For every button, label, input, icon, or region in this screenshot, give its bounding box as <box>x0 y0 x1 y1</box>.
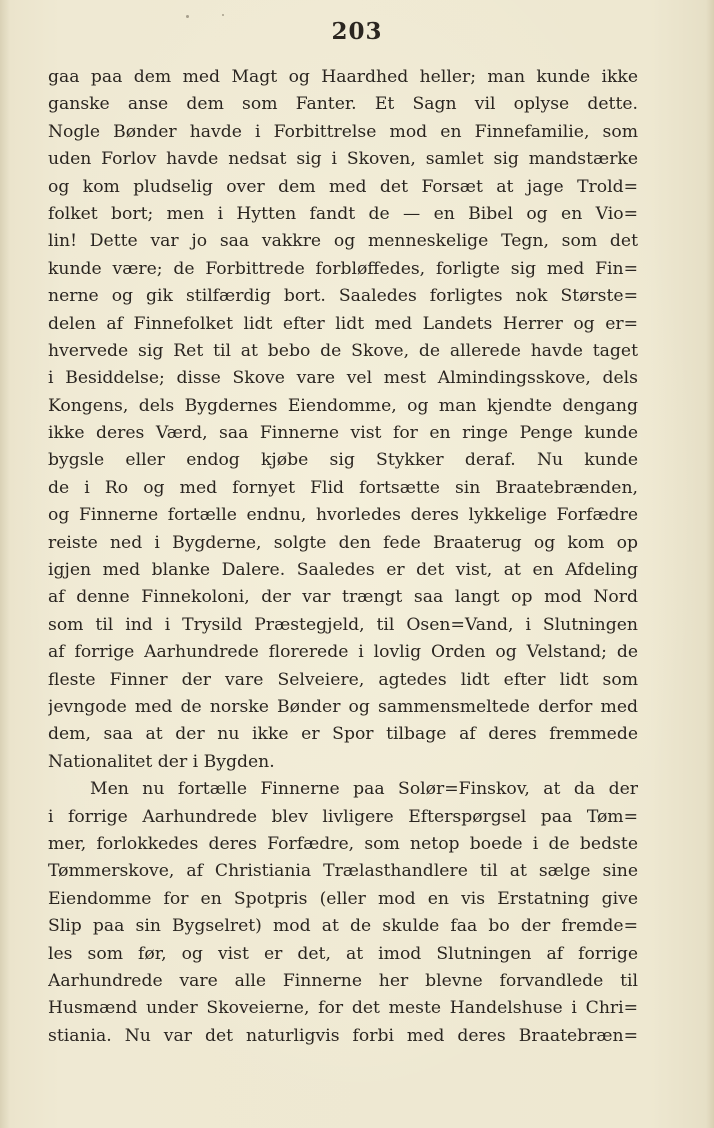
print-speck <box>222 14 224 16</box>
page-body-text <box>48 64 638 1050</box>
text-line: i forrige Aarhundrede blev livligere Efterspørgsel paa Tøm= <box>48 806 638 827</box>
text-line: reiste ned i Bygderne, solgte den fede Braaterug og kom op <box>48 532 638 553</box>
text-line: Husmænd under Skoveierne, for det meste Handelshuse i Chri= <box>48 998 638 1019</box>
text-line: mer, forlokkedes deres Forfædre, som netop boede i de bedste <box>48 833 638 854</box>
text-line: og kom pludselig over dem med det Forsæt at jage Trold= <box>48 176 638 197</box>
text-line: dem, saa at der nu ikke er Spor tilbage af deres fremmede <box>48 724 638 745</box>
text-line: lin! Dette var jo saa vakkre og menneskelige Tegn, som det <box>48 231 638 252</box>
text-line: folket bort; men i Hytten fandt de — en Bibel og en Vio= <box>48 203 638 224</box>
text-line: af denne Finnekoloni, der var trængt saa langt op mod Nord <box>48 587 638 608</box>
paragraph-start-line: Men nu fortælle Finnerne paa Solør=Finskov, at da der <box>90 779 638 800</box>
text-line: bygsle eller endog kjøbe sig Stykker deraf. Nu kunde <box>48 450 638 471</box>
page-number: 203 <box>331 18 383 45</box>
text-line: kunde være; de Forbittrede forbløffedes, forligte sig med Fin= <box>48 258 638 279</box>
text-line: de i Ro og med fornyet Flid fortsætte sin Braatebrænden, <box>48 477 638 498</box>
text-line: Kongens, dels Bygdernes Eiendomme, og man kjendte dengang <box>48 395 638 416</box>
text-line: Slip paa sin Bygselret) mod at de skulde faa bo der fremde= <box>48 916 638 937</box>
text-line: uden Forlov havde nedsat sig i Skoven, samlet sig mandstærke <box>48 149 638 170</box>
text-line: nerne og gik stilfærdig bort. Saaledes forligtes nok Største= <box>48 286 638 307</box>
text-line: Eiendomme for en Spotpris (eller mod en vis Erstatning give <box>48 888 638 909</box>
text-line: Nogle Bønder havde i Forbittrelse mod en Finnefamilie, som <box>48 121 638 142</box>
text-line: Aarhundrede vare alle Finnerne her blevne forvandlede til <box>48 970 638 991</box>
text-line: og Finnerne fortælle endnu, hvorledes deres lykkelige Forfædre <box>48 505 638 526</box>
text-line: af forrige Aarhundrede florerede i lovlig Orden og Velstand; de <box>48 642 638 663</box>
text-line: les som før, og vist er det, at imod Slutningen af forrige <box>48 943 638 964</box>
text-line: Tømmerskove, af Christiania Trælasthandlere til at sælge sine <box>48 861 638 882</box>
paragraph-end-line: Nationalitet der i Bygden. <box>48 751 275 772</box>
text-line: stiania. Nu var det naturligvis forbi med deres Braatebræn= <box>48 1025 638 1046</box>
text-line: gaa paa dem med Magt og Haardhed heller; man kunde ikke <box>48 67 638 87</box>
text-line: hvervede sig Ret til at bebo de Skove, de allerede havde taget <box>48 340 638 361</box>
text-line: igjen med blanke Dalere. Saaledes er det vist, at en Afdeling <box>48 560 638 581</box>
text-line: som til ind i Trysild Præstegjeld, til Osen=Vand, i Slutningen <box>48 614 638 635</box>
text-line: fleste Finner der vare Selveiere, agtedes lidt efter lidt som <box>48 669 638 690</box>
text-line: delen af Finnefolket lidt efter lidt med Landets Herrer og er= <box>48 313 638 334</box>
text-line: ikke deres Værd, saa Finnerne vist for en ringe Penge kunde <box>48 423 638 444</box>
text-line: jevngode med de norske Bønder og sammensmeltede derfor med <box>48 696 638 717</box>
text-line: i Besiddelse; disse Skove vare vel mest Almindingsskove, dels <box>48 368 638 389</box>
text-line: ganske anse dem som Fanter. Et Sagn vil oplyse dette. <box>48 94 638 115</box>
